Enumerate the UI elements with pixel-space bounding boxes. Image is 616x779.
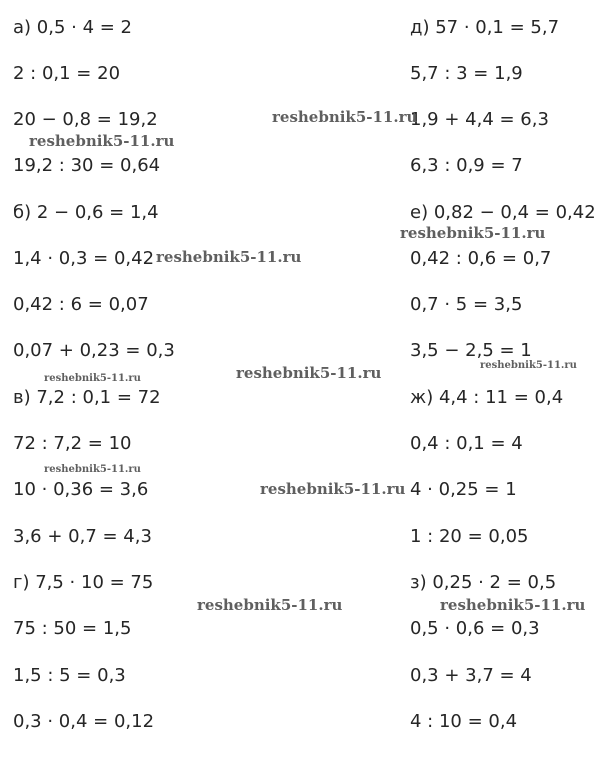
equation-line: 19,2 : 30 = 0,64	[13, 155, 161, 176]
watermark: reshebnik5-11.ru	[197, 596, 343, 614]
equation-line: 4 : 10 = 0,4	[410, 711, 518, 732]
equation-line: в) 7,2 : 0,1 = 72	[13, 387, 161, 408]
equation-line: д) 57 · 0,1 = 5,7	[410, 17, 560, 38]
equation-line: 0,3 + 3,7 = 4	[410, 665, 532, 686]
equation-line: 2 : 0,1 = 20	[13, 63, 121, 84]
watermark: reshebnik5-11.ru	[260, 480, 406, 498]
equation-line: 0,07 + 0,23 = 0,3	[13, 340, 175, 361]
watermark: reshebnik5-11.ru	[440, 596, 586, 614]
equation-line: 1 : 20 = 0,05	[410, 526, 529, 547]
equation-line: 0,5 · 0,6 = 0,3	[410, 618, 540, 639]
equation-line: з) 0,25 · 2 = 0,5	[410, 572, 557, 593]
equation-line: 1,5 : 5 = 0,3	[13, 665, 126, 686]
equation-line: ж) 4,4 : 11 = 0,4	[410, 387, 564, 408]
equation-line: 0,42 : 0,6 = 0,7	[410, 248, 552, 269]
equation-line: 75 : 50 = 1,5	[13, 618, 132, 639]
equation-line: б) 2 − 0,6 = 1,4	[13, 202, 159, 223]
equation-line: 10 · 0,36 = 3,6	[13, 479, 149, 500]
equation-line: 72 : 7,2 = 10	[13, 433, 132, 454]
equation-line: 0,7 · 5 = 3,5	[410, 294, 523, 315]
equation-line: 1,9 + 4,4 = 6,3	[410, 109, 549, 130]
watermark: reshebnik5-11.ru	[236, 364, 382, 382]
equation-line: 3,5 − 2,5 = 1	[410, 340, 532, 361]
equation-line: 3,6 + 0,7 = 4,3	[13, 526, 152, 547]
watermark: reshebnik5-11.ru	[480, 360, 577, 371]
equation-line: 0,4 : 0,1 = 4	[410, 433, 523, 454]
equation-line: 5,7 : 3 = 1,9	[410, 63, 523, 84]
equation-line: а) 0,5 · 4 = 2	[13, 17, 132, 38]
equation-line: 0,42 : 6 = 0,07	[13, 294, 149, 315]
watermark: reshebnik5-11.ru	[29, 132, 175, 150]
equation-line: 6,3 : 0,9 = 7	[410, 155, 523, 176]
equation-line: е) 0,82 − 0,4 = 0,42	[410, 202, 596, 223]
watermark: reshebnik5-11.ru	[44, 464, 141, 475]
equation-line: 1,4 · 0,3 = 0,42	[13, 248, 155, 269]
equation-line: 4 · 0,25 = 1	[410, 479, 517, 500]
watermark: reshebnik5-11.ru	[272, 108, 418, 126]
equation-line: 20 − 0,8 = 19,2	[13, 109, 158, 130]
watermark: reshebnik5-11.ru	[156, 248, 302, 266]
equation-line: г) 7,5 · 10 = 75	[13, 572, 154, 593]
equation-line: 0,3 · 0,4 = 0,12	[13, 711, 155, 732]
watermark: reshebnik5-11.ru	[400, 224, 546, 242]
watermark: reshebnik5-11.ru	[44, 373, 141, 384]
